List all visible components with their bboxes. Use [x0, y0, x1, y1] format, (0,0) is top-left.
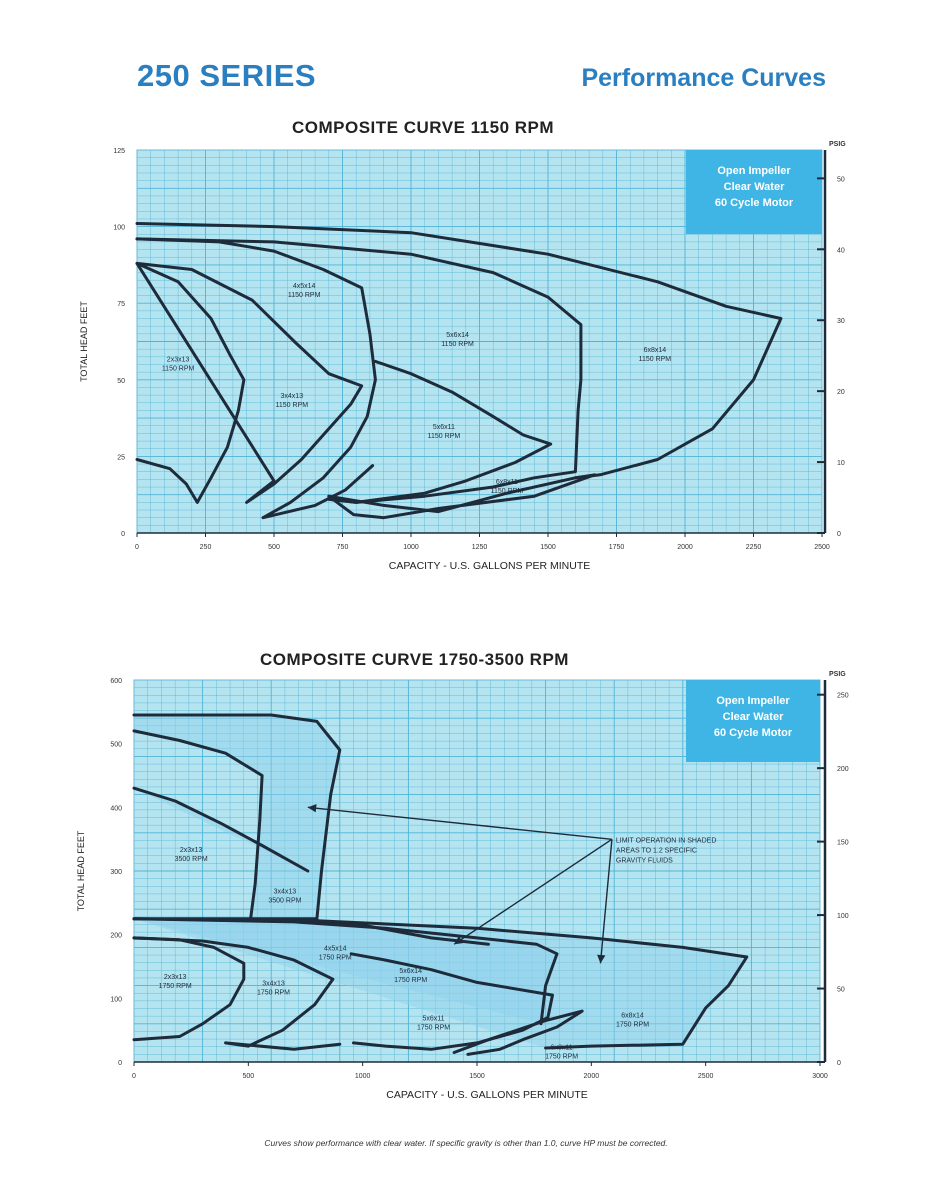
c1-curve-label-model: 4x5x14	[292, 282, 316, 290]
c1-x-tick-label: 2250	[745, 544, 762, 551]
c1-curve-label-rpm: 1150 RPM	[441, 340, 474, 348]
c1-curve-label-model: 5x6x14	[446, 331, 469, 339]
c1-y-tick-label: 25	[117, 454, 125, 462]
c2-annotation-line: GRAVITY FLUIDS	[615, 857, 673, 865]
c1-curve-label-model: 5x6x11	[432, 423, 455, 431]
chart1-title: COMPOSITE CURVE 1150 RPM	[292, 118, 555, 137]
c2-curve-label-model: 2x3x13	[179, 846, 203, 854]
c1-curve-label-rpm: 1150 RPM	[275, 402, 309, 410]
c2-psig-tick-label: 50	[837, 986, 845, 994]
c2-x-tick-label: 0	[132, 1073, 136, 1080]
c1-y-tick-label: 125	[113, 148, 125, 155]
c2-curve-label-rpm: 1750 RPM	[417, 1024, 451, 1032]
c1-y-tick-label: 50	[117, 377, 125, 385]
series-title: 250 SERIES	[137, 58, 317, 93]
c1-x-tick-label: 750	[336, 544, 349, 551]
c2-psig-label: PSIG	[829, 671, 846, 678]
c1-x-tick-label: 1750	[608, 544, 625, 551]
c2-y-tick-label: 300	[110, 869, 122, 876]
c1-y-tick-label: 100	[113, 224, 125, 232]
c1-psig-tick-label: 40	[837, 247, 845, 255]
c2-y-tick-label: 600	[110, 678, 122, 685]
c1-curve-label-model: 6x8x14	[643, 347, 667, 355]
c2-x-tick-label: 1000	[354, 1073, 371, 1080]
c1-curve-label-model: 2x3x13	[166, 356, 190, 364]
c2-curve-label-model: 4x5x14	[323, 945, 347, 953]
c1-legend-line: 60 Cycle Motor	[714, 197, 794, 209]
c1-psig-tick-label: 20	[837, 389, 845, 397]
c1-x-tick-label: 1250	[471, 544, 488, 551]
chart2-title: COMPOSITE CURVE 1750-3500 RPM	[260, 650, 569, 669]
c1-x-tick-label: 2500	[814, 544, 830, 551]
c1-curve-label-rpm: 1150 RPM	[638, 356, 672, 364]
c1-x-tick-label: 500	[268, 544, 280, 551]
c2-x-tick-label: 3000	[812, 1073, 828, 1080]
c2-x-tick-label: 2000	[583, 1073, 600, 1080]
c2-curve-label-rpm: 1750 RPM	[256, 989, 291, 997]
c2-curve-label-rpm: 1750 RPM	[318, 954, 352, 962]
c2-legend-line: Clear Water	[722, 711, 784, 723]
c1-curve-label-rpm: 1150 RPM	[427, 432, 461, 440]
c2-x-axis-label: CAPACITY - U.S. GALLONS PER MINUTE	[386, 1089, 588, 1101]
c1-psig-tick-label: 0	[837, 531, 841, 538]
c2-y-tick-label: 200	[110, 932, 122, 940]
c1-psig-tick-label: 10	[837, 460, 845, 468]
c1-legend-line: Open Impeller	[717, 165, 791, 177]
c2-annotation-line: AREAS TO 1.2 SPECIFIC	[615, 847, 697, 855]
page-title: Performance Curves	[581, 64, 826, 92]
c1-x-tick-label: 2000	[677, 544, 693, 551]
c2-curve-label-rpm: 3500 RPM	[174, 855, 208, 863]
footer-note: Curves show performance with clear water. If specific gravity is other than 1.0, curve HP must be corrected.	[264, 1138, 668, 1148]
c2-curve-label-rpm: 1750 RPM	[545, 1053, 579, 1061]
c2-x-tick-label: 2500	[697, 1073, 714, 1080]
c2-x-tick-label: 500	[242, 1073, 255, 1080]
c1-x-tick-label: 250	[199, 544, 212, 551]
c2-y-tick-label: 500	[110, 741, 122, 749]
c1-curve-label-rpm: 1150 RPM	[161, 365, 195, 373]
c1-x-tick-label: 1000	[403, 544, 419, 551]
c2-psig-tick-label: 100	[837, 913, 849, 921]
c1-x-axis-label: CAPACITY - U.S. GALLONS PER MINUTE	[388, 560, 591, 572]
c1-curve-label-model: 6x8x11	[495, 478, 518, 486]
c1-curve-label-model: 3x4x13	[280, 393, 304, 401]
c2-curve-label-rpm: 1750 RPM	[615, 1021, 650, 1029]
c2-psig-tick-label: 200	[837, 766, 849, 774]
c1-legend-line: Clear Water	[723, 181, 785, 193]
c1-y-tick-label: 0	[121, 531, 125, 538]
c1-x-tick-label: 1500	[540, 544, 556, 551]
c1-y-axis-label: TOTAL HEAD FEET	[79, 301, 89, 382]
c2-y-tick-label: 0	[118, 1060, 122, 1067]
c2-curve-label-rpm: 1750 RPM	[158, 983, 192, 991]
c2-y-tick-label: 100	[110, 996, 122, 1004]
c2-curve-label-model: 5x6x14	[399, 967, 422, 975]
c2-curve-label-rpm: 1750 RPM	[394, 976, 428, 984]
c1-curve-label-rpm: 1150 RPM	[490, 487, 524, 495]
c1-psig-tick-label: 30	[837, 318, 845, 326]
c2-psig-tick-label: 150	[837, 839, 849, 847]
c2-curve-label-rpm: 3500 RPM	[268, 897, 302, 905]
c1-psig-tick-label: 50	[837, 176, 845, 184]
c1-y-tick-label: 75	[117, 301, 125, 309]
c2-curve-label-model: 5x6x11	[422, 1015, 445, 1023]
c1-curve-label-rpm: 1150 RPM	[287, 291, 321, 299]
c1-x-tick-label: 0	[135, 544, 139, 551]
c2-psig-tick-label: 250	[837, 692, 849, 700]
c2-curve-label-model: 6x8x11	[550, 1044, 573, 1052]
c2-legend-line: Open Impeller	[716, 695, 790, 707]
c2-curve-label-model: 6x8x14	[621, 1012, 644, 1020]
c2-y-axis-label: TOTAL HEAD FEET	[76, 830, 86, 912]
c2-curve-label-model: 3x4x13	[273, 888, 297, 896]
c1-psig-label: PSIG	[829, 141, 846, 148]
c2-annotation-line: LIMIT OPERATION IN SHADED	[615, 837, 717, 845]
c2-legend-line: 60 Cycle Motor	[713, 727, 793, 739]
c2-curve-label-model: 3x4x13	[262, 980, 285, 988]
c2-curve-label-model: 2x3x13	[163, 974, 187, 982]
c2-psig-tick-label: 0	[837, 1060, 841, 1067]
c2-y-tick-label: 400	[110, 805, 122, 813]
c2-x-tick-label: 1500	[469, 1073, 485, 1080]
